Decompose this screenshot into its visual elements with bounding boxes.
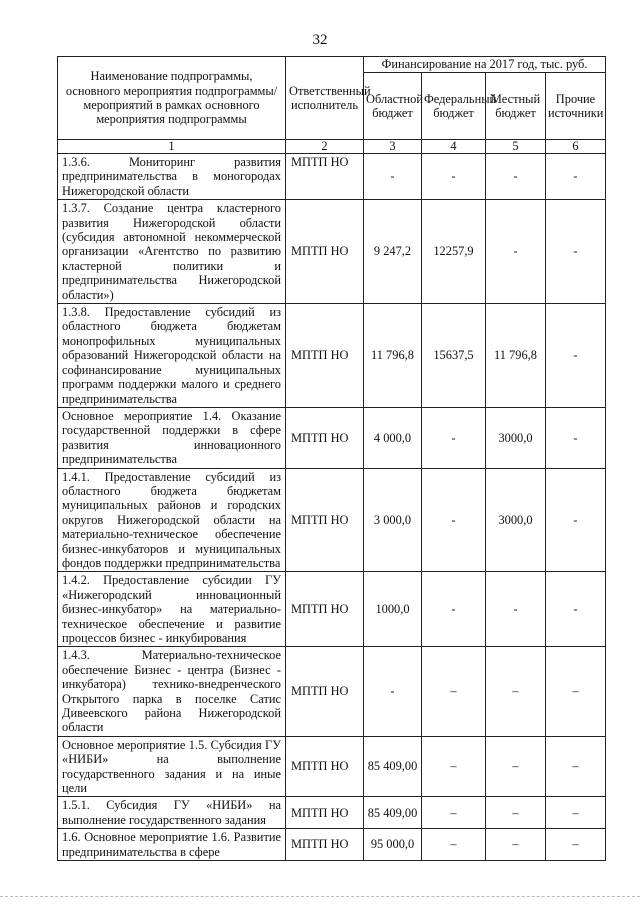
row-federal: – (422, 736, 486, 797)
table-row (58, 829, 606, 861)
row-local: - (486, 200, 546, 304)
row-responsible: МПТП НО (286, 572, 364, 647)
row-name: 1.3.6. Мониторинг развития предпринимательства в моногородах Нижегородской области (58, 154, 286, 200)
table-row (58, 154, 606, 200)
financing-table (57, 56, 606, 861)
header-responsible: Ответственный исполнитель (286, 57, 364, 140)
row-regional: 85 409,00 (364, 797, 422, 829)
table-row (58, 736, 606, 797)
row-federal: - (422, 407, 486, 468)
table-row (58, 468, 606, 572)
row-local: 3000,0 (486, 407, 546, 468)
row-responsible: МПТП НО (286, 407, 364, 468)
row-responsible: МПТП НО (286, 647, 364, 736)
row-local: - (486, 572, 546, 647)
row-local: – (486, 829, 546, 861)
row-responsible: МПТП НО (286, 797, 364, 829)
table-row (58, 200, 606, 304)
row-other: - (546, 304, 606, 408)
table-row (58, 797, 606, 829)
row-local: – (486, 797, 546, 829)
row-name: Основное мероприятие 1.4. Оказание государственной поддержки в сфере развития инновационного предпринимательства (58, 407, 286, 468)
column-number: 2 (286, 140, 364, 154)
row-name: 1.3.8. Предоставление субсидий из областного бюджета бюджетам монопрофильных муниципальных образований Нижегородской области на софинансирование муниципальных программ поддержки малого и среднего предпринимательства (58, 304, 286, 408)
table-row (58, 572, 606, 647)
row-responsible: МПТП НО (286, 154, 364, 200)
table-row (58, 647, 606, 736)
header-regional: Областной бюджет (364, 73, 422, 140)
header-name: Наименование подпрограммы, основного мероприятия подпрограммы/мероприятий в рамках основного мероприятия подпрограммы (58, 57, 286, 140)
row-regional: - (364, 154, 422, 200)
column-number: 4 (422, 140, 486, 154)
row-regional: 9 247,2 (364, 200, 422, 304)
row-other: – (546, 736, 606, 797)
row-responsible: МПТП НО (286, 304, 364, 408)
row-local: – (486, 736, 546, 797)
row-responsible: МПТП НО (286, 736, 364, 797)
row-other: – (546, 647, 606, 736)
row-local: - (486, 154, 546, 200)
row-regional: 95 000,0 (364, 829, 422, 861)
row-name: Основное мероприятие 1.5. Субсидия ГУ «НИБИ» на выполнение государственного задания и на иные цели (58, 736, 286, 797)
row-other: - (546, 407, 606, 468)
row-other: – (546, 797, 606, 829)
bottom-scan-line (0, 896, 640, 897)
row-name: 1.6. Основное мероприятие 1.6. Развитие предпринимательства в сфере (58, 829, 286, 861)
row-regional: 11 796,8 (364, 304, 422, 408)
row-other: – (546, 829, 606, 861)
column-numbers-row (58, 140, 606, 154)
row-regional: 3 000,0 (364, 468, 422, 572)
row-responsible: МПТП НО (286, 829, 364, 861)
header-federal: Федеральный бюджет (422, 73, 486, 140)
row-federal: - (422, 468, 486, 572)
row-federal: – (422, 647, 486, 736)
table-row (58, 304, 606, 408)
row-name: 1.4.1. Предоставление субсидий из областного бюджета бюджетам муниципальных районов и городских округов Нижегородской области на материально-техническое обеспечение бизнес-инкубаторов и муниципальных фондов поддержки предпринимательства (58, 468, 286, 572)
column-number: 6 (546, 140, 606, 154)
column-number: 3 (364, 140, 422, 154)
row-local: – (486, 647, 546, 736)
row-federal: – (422, 829, 486, 861)
row-local: 11 796,8 (486, 304, 546, 408)
row-other: - (546, 468, 606, 572)
page-number: 32 (312, 32, 328, 48)
row-other: - (546, 572, 606, 647)
row-responsible: МПТП НО (286, 468, 364, 572)
row-federal: – (422, 797, 486, 829)
column-number: 1 (58, 140, 286, 154)
column-number: 5 (486, 140, 546, 154)
row-responsible: МПТП НО (286, 200, 364, 304)
row-regional: 4 000,0 (364, 407, 422, 468)
header-financing: Финансирование на 2017 год, тыс. руб. (364, 57, 606, 73)
row-name: 1.4.3. Материально-техническое обеспечение Бизнес - центра (Бизнес - инкубатора) технико-внедренческого Открытого парка в поселке Сатис Дивеевского района Нижегородской области (58, 647, 286, 736)
row-federal: 12257,9 (422, 200, 486, 304)
header-other: Прочие источники (546, 73, 606, 140)
row-federal: - (422, 572, 486, 647)
row-federal: 15637,5 (422, 304, 486, 408)
header-local: Местный бюджет (486, 73, 546, 140)
row-other: - (546, 154, 606, 200)
row-regional: - (364, 647, 422, 736)
row-local: 3000,0 (486, 468, 546, 572)
table-row (58, 407, 606, 468)
row-name: 1.5.1. Субсидия ГУ «НИБИ» на выполнение государственного задания (58, 797, 286, 829)
row-other: - (546, 200, 606, 304)
row-name: 1.4.2. Предоставление субсидии ГУ «Нижегородский инновационный бизнес-инкубатор» на материально-техническое обеспечение и развитие процессов бизнес - инкубирования (58, 572, 286, 647)
row-name: 1.3.7. Создание центра кластерного развития Нижегородской области (субсидия автономной некоммерческой организации «Агентство по развитию кластерной политики и предпринимательства Нижегородской области») (58, 200, 286, 304)
row-regional: 1000,0 (364, 572, 422, 647)
row-regional: 85 409,00 (364, 736, 422, 797)
row-federal: - (422, 154, 486, 200)
